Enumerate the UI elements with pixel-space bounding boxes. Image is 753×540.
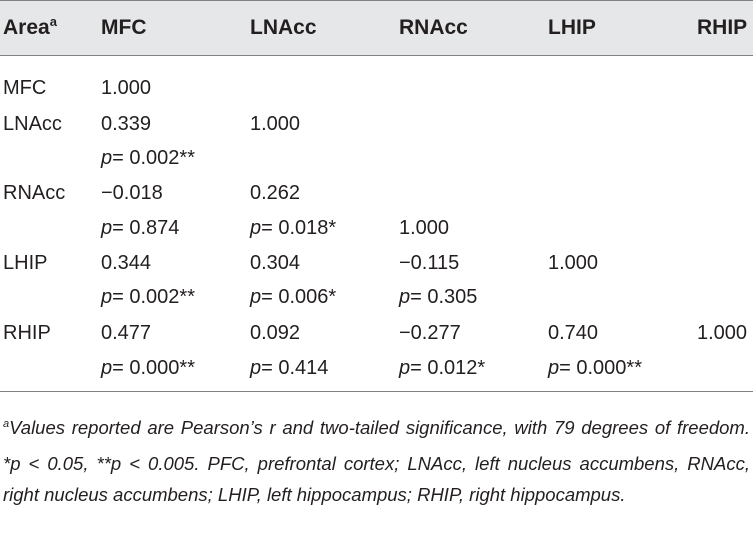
pvalue-rnacc-mfc: p= 0.874 <box>101 217 180 239</box>
row-label-rnacc: RNAcc <box>3 182 66 204</box>
pvalue-rhip-lhip: p= 0.000** <box>548 357 642 379</box>
header-col-lhip: LHIP <box>548 16 596 39</box>
cell-rnacc-rnacc: 1.000 <box>399 217 450 239</box>
cell-lnacc-lnacc: 1.000 <box>250 113 301 135</box>
table-footnote: $^a$Values reported are Pearson’s r and two-tailed significance, with 79 degrees of freedom. *p < 0.05, **p < 0.005. PFC, prefrontal cortex; LNAcc, left nucleus accumbens, RNAcc, right nucleus accumbens; LHIP, left hippocampus; RHIP, right hippocampus. <box>3 417 750 505</box>
header-col-rnacc: RNAcc <box>399 16 468 39</box>
cell-rnacc-mfc: −0.018 <box>101 182 163 204</box>
pvalue-lhip-mfc: p= 0.002** <box>101 286 195 308</box>
pvalue-rnacc-lnacc: p= 0.018* <box>250 217 337 239</box>
cell-mfc-mfc: 1.000 <box>101 77 152 99</box>
pvalue-rhip-mfc: p= 0.000** <box>101 357 195 379</box>
cell-rhip-lhip: 0.740 <box>548 322 599 344</box>
cell-lhip-lnacc: 0.304 <box>250 252 301 274</box>
row-label-lhip: LHIP <box>3 252 48 274</box>
cell-rhip-mfc: 0.477 <box>101 322 152 344</box>
pvalue-rhip-rnacc: p= 0.012* <box>399 357 486 379</box>
header-rule <box>0 55 753 56</box>
pvalue-lnacc-mfc: p= 0.002** <box>101 147 195 169</box>
cell-rnacc-lnacc: 0.262 <box>250 182 301 204</box>
header-col-rhip: RHIP <box>697 16 748 39</box>
top-rule <box>0 0 753 1</box>
bottom-rule <box>0 391 753 392</box>
cell-rhip-rnacc: −0.277 <box>399 322 461 344</box>
row-label-lnacc: LNAcc <box>3 113 62 135</box>
cell-rhip-rhip: 1.000 <box>697 322 748 344</box>
pvalue-rhip-lnacc: p= 0.414 <box>250 357 329 379</box>
cell-rhip-lnacc: 0.092 <box>250 322 301 344</box>
cell-lnacc-mfc: 0.339 <box>101 113 152 135</box>
header-col-lnacc: LNAcc <box>250 16 317 39</box>
header-area: Area$^a$ <box>3 14 57 39</box>
cell-lhip-mfc: 0.344 <box>101 252 152 274</box>
pvalue-lhip-rnacc: p= 0.305 <box>399 286 478 308</box>
cell-lhip-lhip: 1.000 <box>548 252 599 274</box>
row-label-mfc: MFC <box>3 77 47 99</box>
header-col-mfc: MFC <box>101 16 147 39</box>
cell-lhip-rnacc: −0.115 <box>399 252 460 274</box>
row-label-rhip: RHIP <box>3 322 51 344</box>
pvalue-lhip-lnacc: p= 0.006* <box>250 286 337 308</box>
